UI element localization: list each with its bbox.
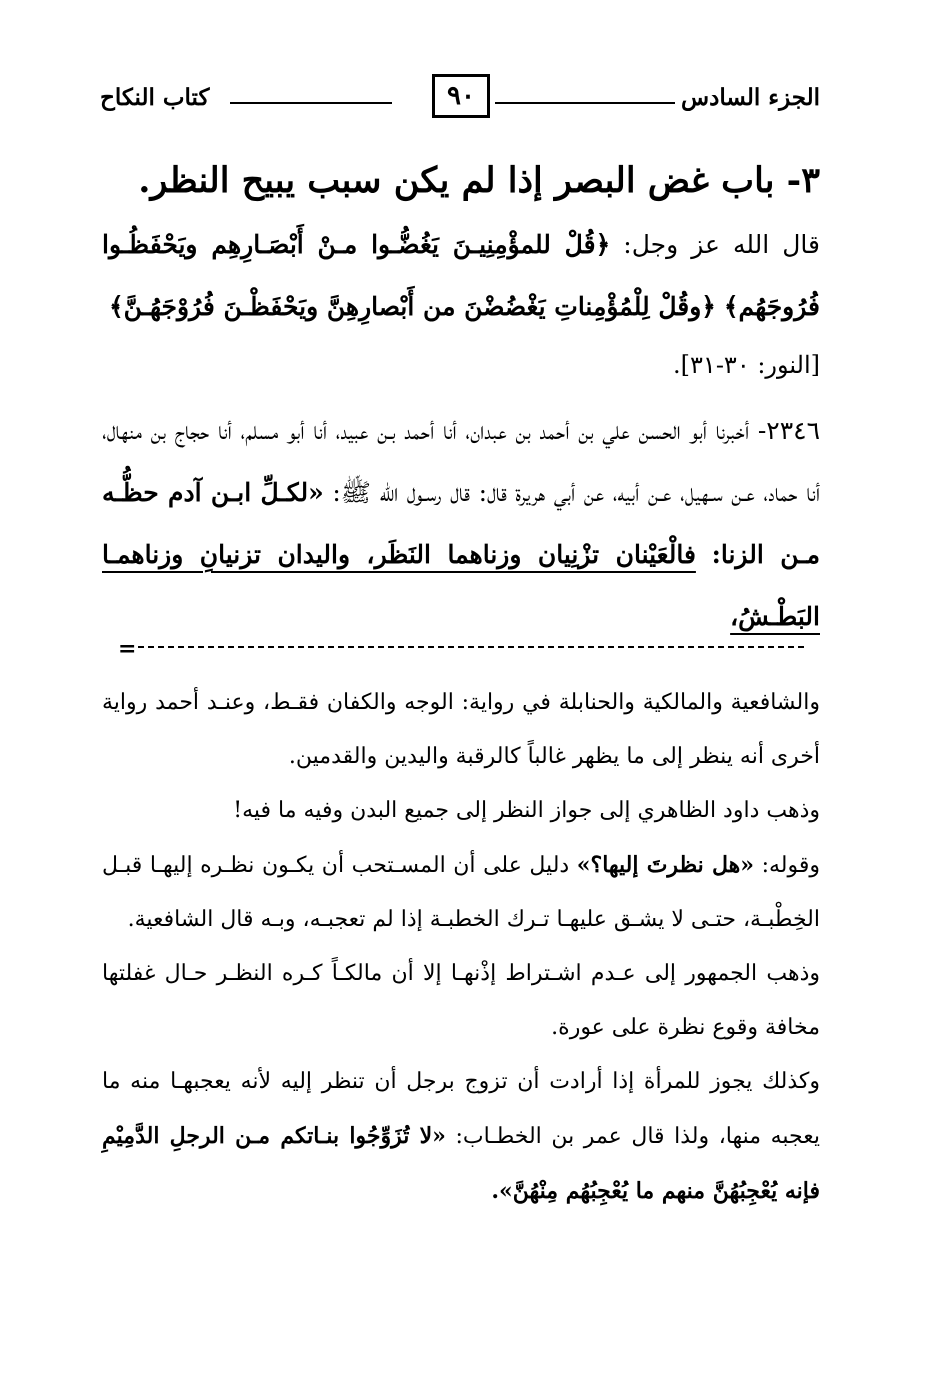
- main-text: [102, 150, 820, 648]
- header-rule-right: [495, 102, 675, 104]
- ayah-1: ﴿قُلْ للمؤْمِنِيـنَ يَغُضُّـوا مـنْ أَبْصَـارِهِم ويَحْفَظُـوا فُرُوجَهُم﴾: [102, 230, 820, 321]
- footnote-separator: [118, 638, 820, 662]
- hadith-isnad: ٢٣٤٦- أخبرنا أبو الحسن علي بن أحمد بن عبدان، أنا أحمد بـن عبيد، أنا أبو مسلم، أنا حجاج بن منهال، أنا حماد، عـن سـهيل، عـن أبيه، عن أبي هريرة قال: قال رسـول الله ﷺ:: [102, 416, 821, 507]
- note-1: [102, 676, 820, 784]
- header-book: كتاب النكاح: [100, 84, 210, 111]
- note-5: [102, 1055, 820, 1219]
- dashed-rule: [138, 646, 804, 648]
- note-5-quote: «لا تُزَوِّجُوا بنـاتكم مـن الرجلِ الدَّمِيْمِ فإنه يُعْجِبُهُنَّ منهم ما يُعْجِبُهُم مِنْهُنَّ».: [102, 1123, 820, 1204]
- page-number: ٩٠: [432, 74, 490, 118]
- quran-citation: [النور: ٣٠-٣١].: [673, 351, 820, 379]
- note-3-prefix: وقوله:: [754, 853, 820, 878]
- running-header: [100, 70, 820, 130]
- note-2: [102, 784, 820, 838]
- footnotes: [102, 676, 820, 1219]
- note-3: [102, 838, 820, 947]
- quran-paragraph: [102, 214, 820, 392]
- continuation-mark: =: [118, 636, 137, 662]
- header-rule-left: [230, 102, 392, 104]
- hadith-text-1: «لكـلِّ ابـن آدم حظُّـه مـن الزنا:: [102, 478, 820, 569]
- hadith-paragraph: [102, 400, 820, 648]
- note-3-text: دليل على أن المسـتحب أن يكـون نظـره إليهـا قبـل الخِطْبـة، حتـى لا يشـق عليهـا تـرك الخطبـة إذا لم تعجبـه، وبـه قال الشافعية.: [102, 853, 820, 932]
- header-part: الجزء السادس: [681, 84, 820, 111]
- note-5-prefix: وكذلك يجوز للمرأة إذا أرادت أن تزوج برجل أن تنظر إليه لأنه يعجبهـا منه ما يعجبه منها، ولذا قال عمر بن الخطـاب:: [102, 1069, 820, 1149]
- note-2-text: وذهب داود الظاهري إلى جواز النظر إلى جميع البدن وفيه ما فيه!: [233, 798, 820, 823]
- chapter-title: ٣- باب غض البصر إذا لم يكن سبب يبيح النظر.: [138, 160, 820, 201]
- note-1-text: والشافعية والمالكية والحنابلة في رواية: الوجه والكفان فقـط، وعنـد أحمد رواية أخرى أنه ينظر إلى ما يظهر غالباً كالرقبة واليدين والقدمين.: [102, 690, 820, 769]
- note-3-quote: «هل نظرتَ إليها؟»: [576, 852, 754, 878]
- note-4: [102, 947, 820, 1055]
- quran-intro: قال الله عز وجل:: [623, 230, 820, 259]
- hadith-text-2: فالْعَيْنان تزْنِيان وزناهما النَظَر، واليدان تزنيانِ وزناهمـا البَطْـشُ،: [102, 540, 820, 631]
- ayah-2: ﴿وقُلْ لِلْمُؤْمِناتِ يَغْضُضْنَ من أَبْصارِهِنَّ ويَحْفَظْـنَ فُرُوْجَهُـنَّ﴾: [108, 292, 716, 321]
- note-4-text: وذهب الجمهور إلى عـدم اشـتراط إذْنهـا إلا أن مالكـاً كـره النظـر حـال غفلتها مخافة وقوع نظرة على عورة.: [102, 961, 820, 1040]
